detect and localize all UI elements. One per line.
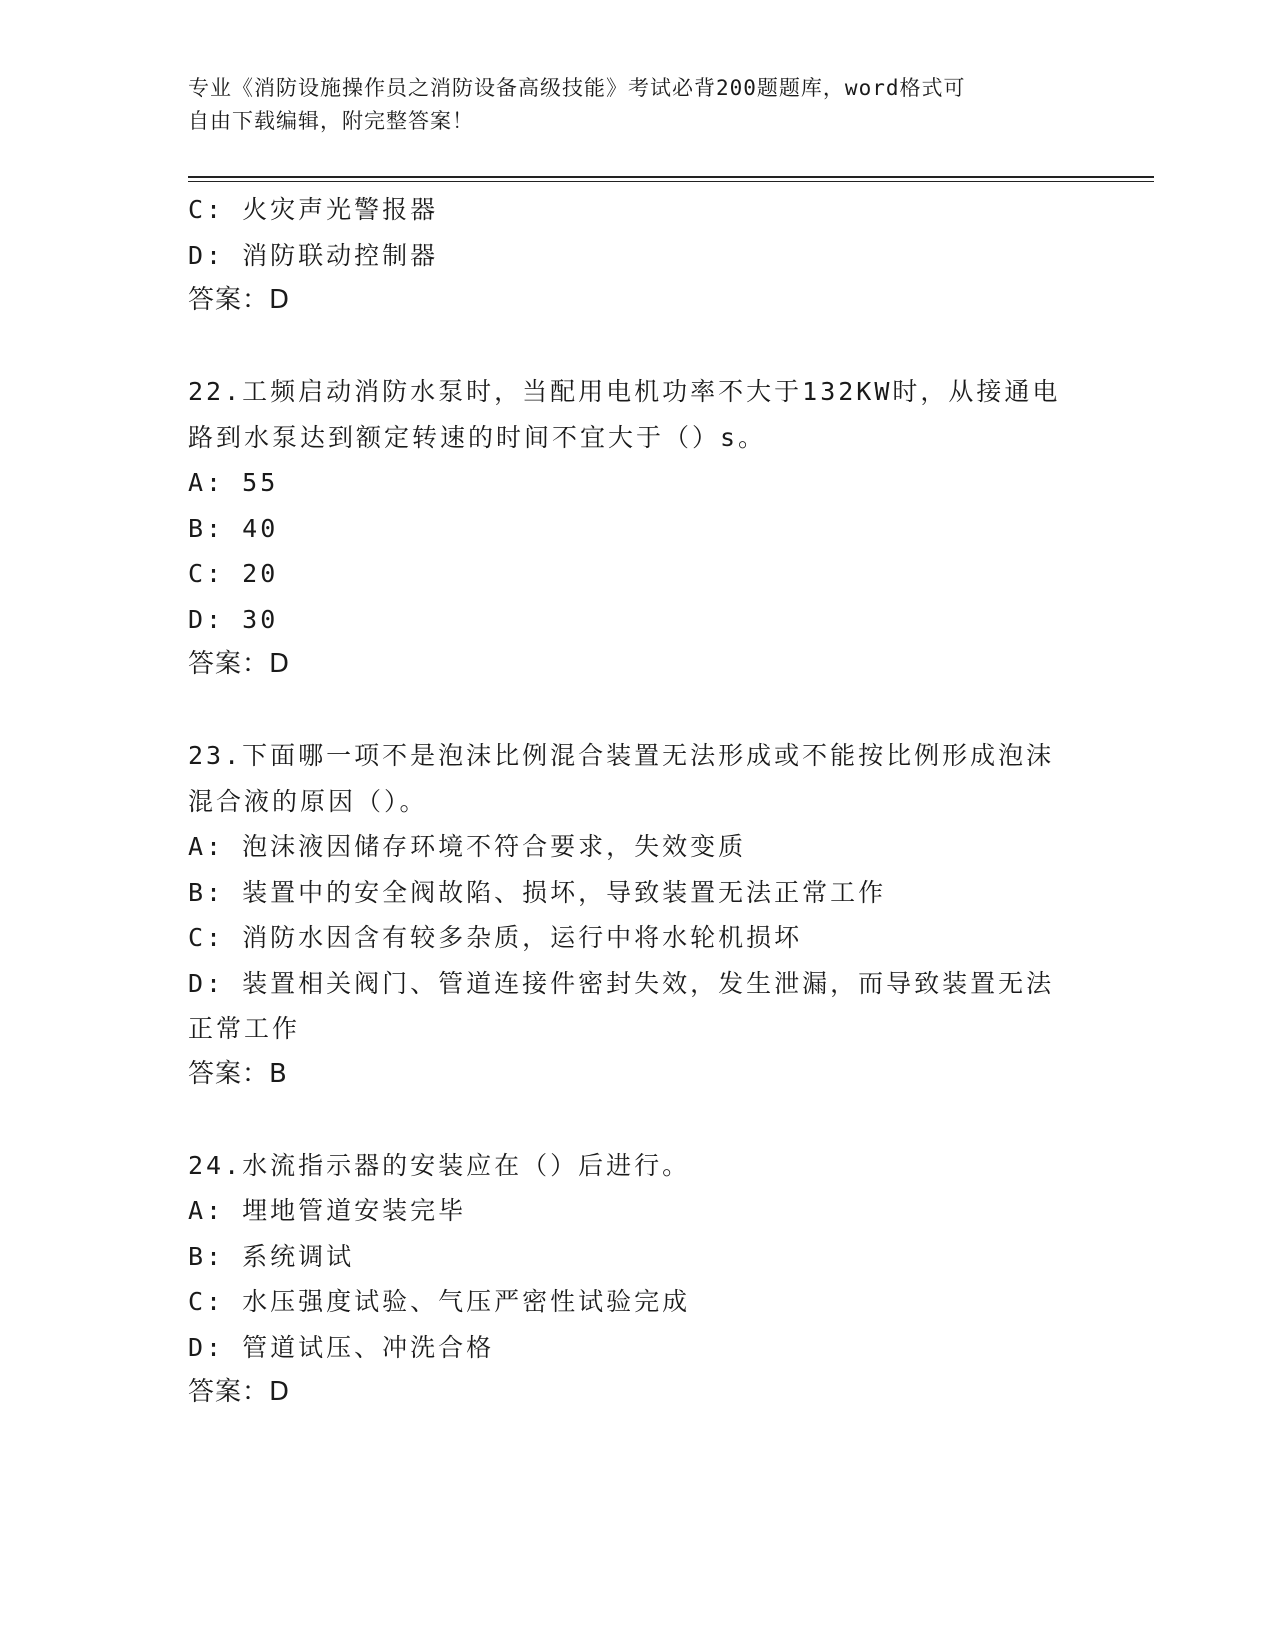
answer-line: 答案：D: [188, 649, 291, 679]
document-header: [188, 72, 1068, 138]
option-b: B: 装置中的安全阀故陷、损坏，导致装置无法正常工作: [188, 877, 887, 907]
question-23: [188, 733, 1088, 1097]
question-stem-line-2: 路到水泵达到额定转速的时间不宜大于（）s。: [188, 422, 767, 452]
question-stem-line-1: 22.工频启动消防水泵时，当配用电机功率不大于132KW时，从接通电: [188, 377, 1061, 406]
header-title-line-1: 专业《消防设施操作员之消防设备高级技能》考试必背200题题库，word格式可: [188, 76, 966, 100]
document-body: [188, 187, 1088, 1416]
question-stem-line-2: 混合液的原因（）。: [188, 786, 428, 816]
option-a: A: 泡沫液因储存环境不符合要求，失效变质: [188, 832, 747, 861]
header-divider-thick: [188, 176, 1154, 178]
option-b: B: 40: [188, 513, 279, 543]
option-d-line-2: 正常工作: [188, 1014, 301, 1043]
option-c: C: 20: [188, 559, 279, 588]
answer-line: 答案：B: [188, 1058, 288, 1089]
option-d: D: 消防联动控制器: [188, 240, 439, 270]
header-title-line-2: 自由下载编辑，附完整答案！: [188, 109, 474, 133]
answer-line: 答案：D: [188, 1377, 291, 1407]
question-22: [188, 369, 1088, 688]
option-a: A: 埋地管道安装完毕: [188, 1196, 467, 1225]
header-divider-thin: [188, 181, 1154, 182]
question-21-continuation: [188, 187, 1088, 324]
option-c: C: 消防水因含有较多杂质，运行中将水轮机损坏: [188, 923, 803, 952]
question-stem-line-1: 24.水流指示器的安装应在（）后进行。: [188, 1150, 691, 1180]
question-stem-line-1: 23.下面哪一项不是泡沫比例混合装置无法形成或不能按比例形成泡沫: [188, 741, 1055, 770]
question-24: [188, 1143, 1088, 1416]
option-d: D: 30: [188, 604, 279, 634]
option-d: D: 管道试压、冲洗合格: [188, 1332, 495, 1362]
option-c: C: 水压强度试验、气压严密性试验完成: [188, 1287, 691, 1316]
answer-line: 答案：D: [188, 285, 291, 315]
option-b: B: 系统调试: [188, 1241, 355, 1271]
option-d-line-1: D: 装置相关阀门、管道连接件密封失效，发生泄漏，而导致装置无法: [188, 968, 1055, 998]
option-c: C: 火灾声光警报器: [188, 195, 439, 224]
option-a: A: 55: [188, 468, 279, 497]
